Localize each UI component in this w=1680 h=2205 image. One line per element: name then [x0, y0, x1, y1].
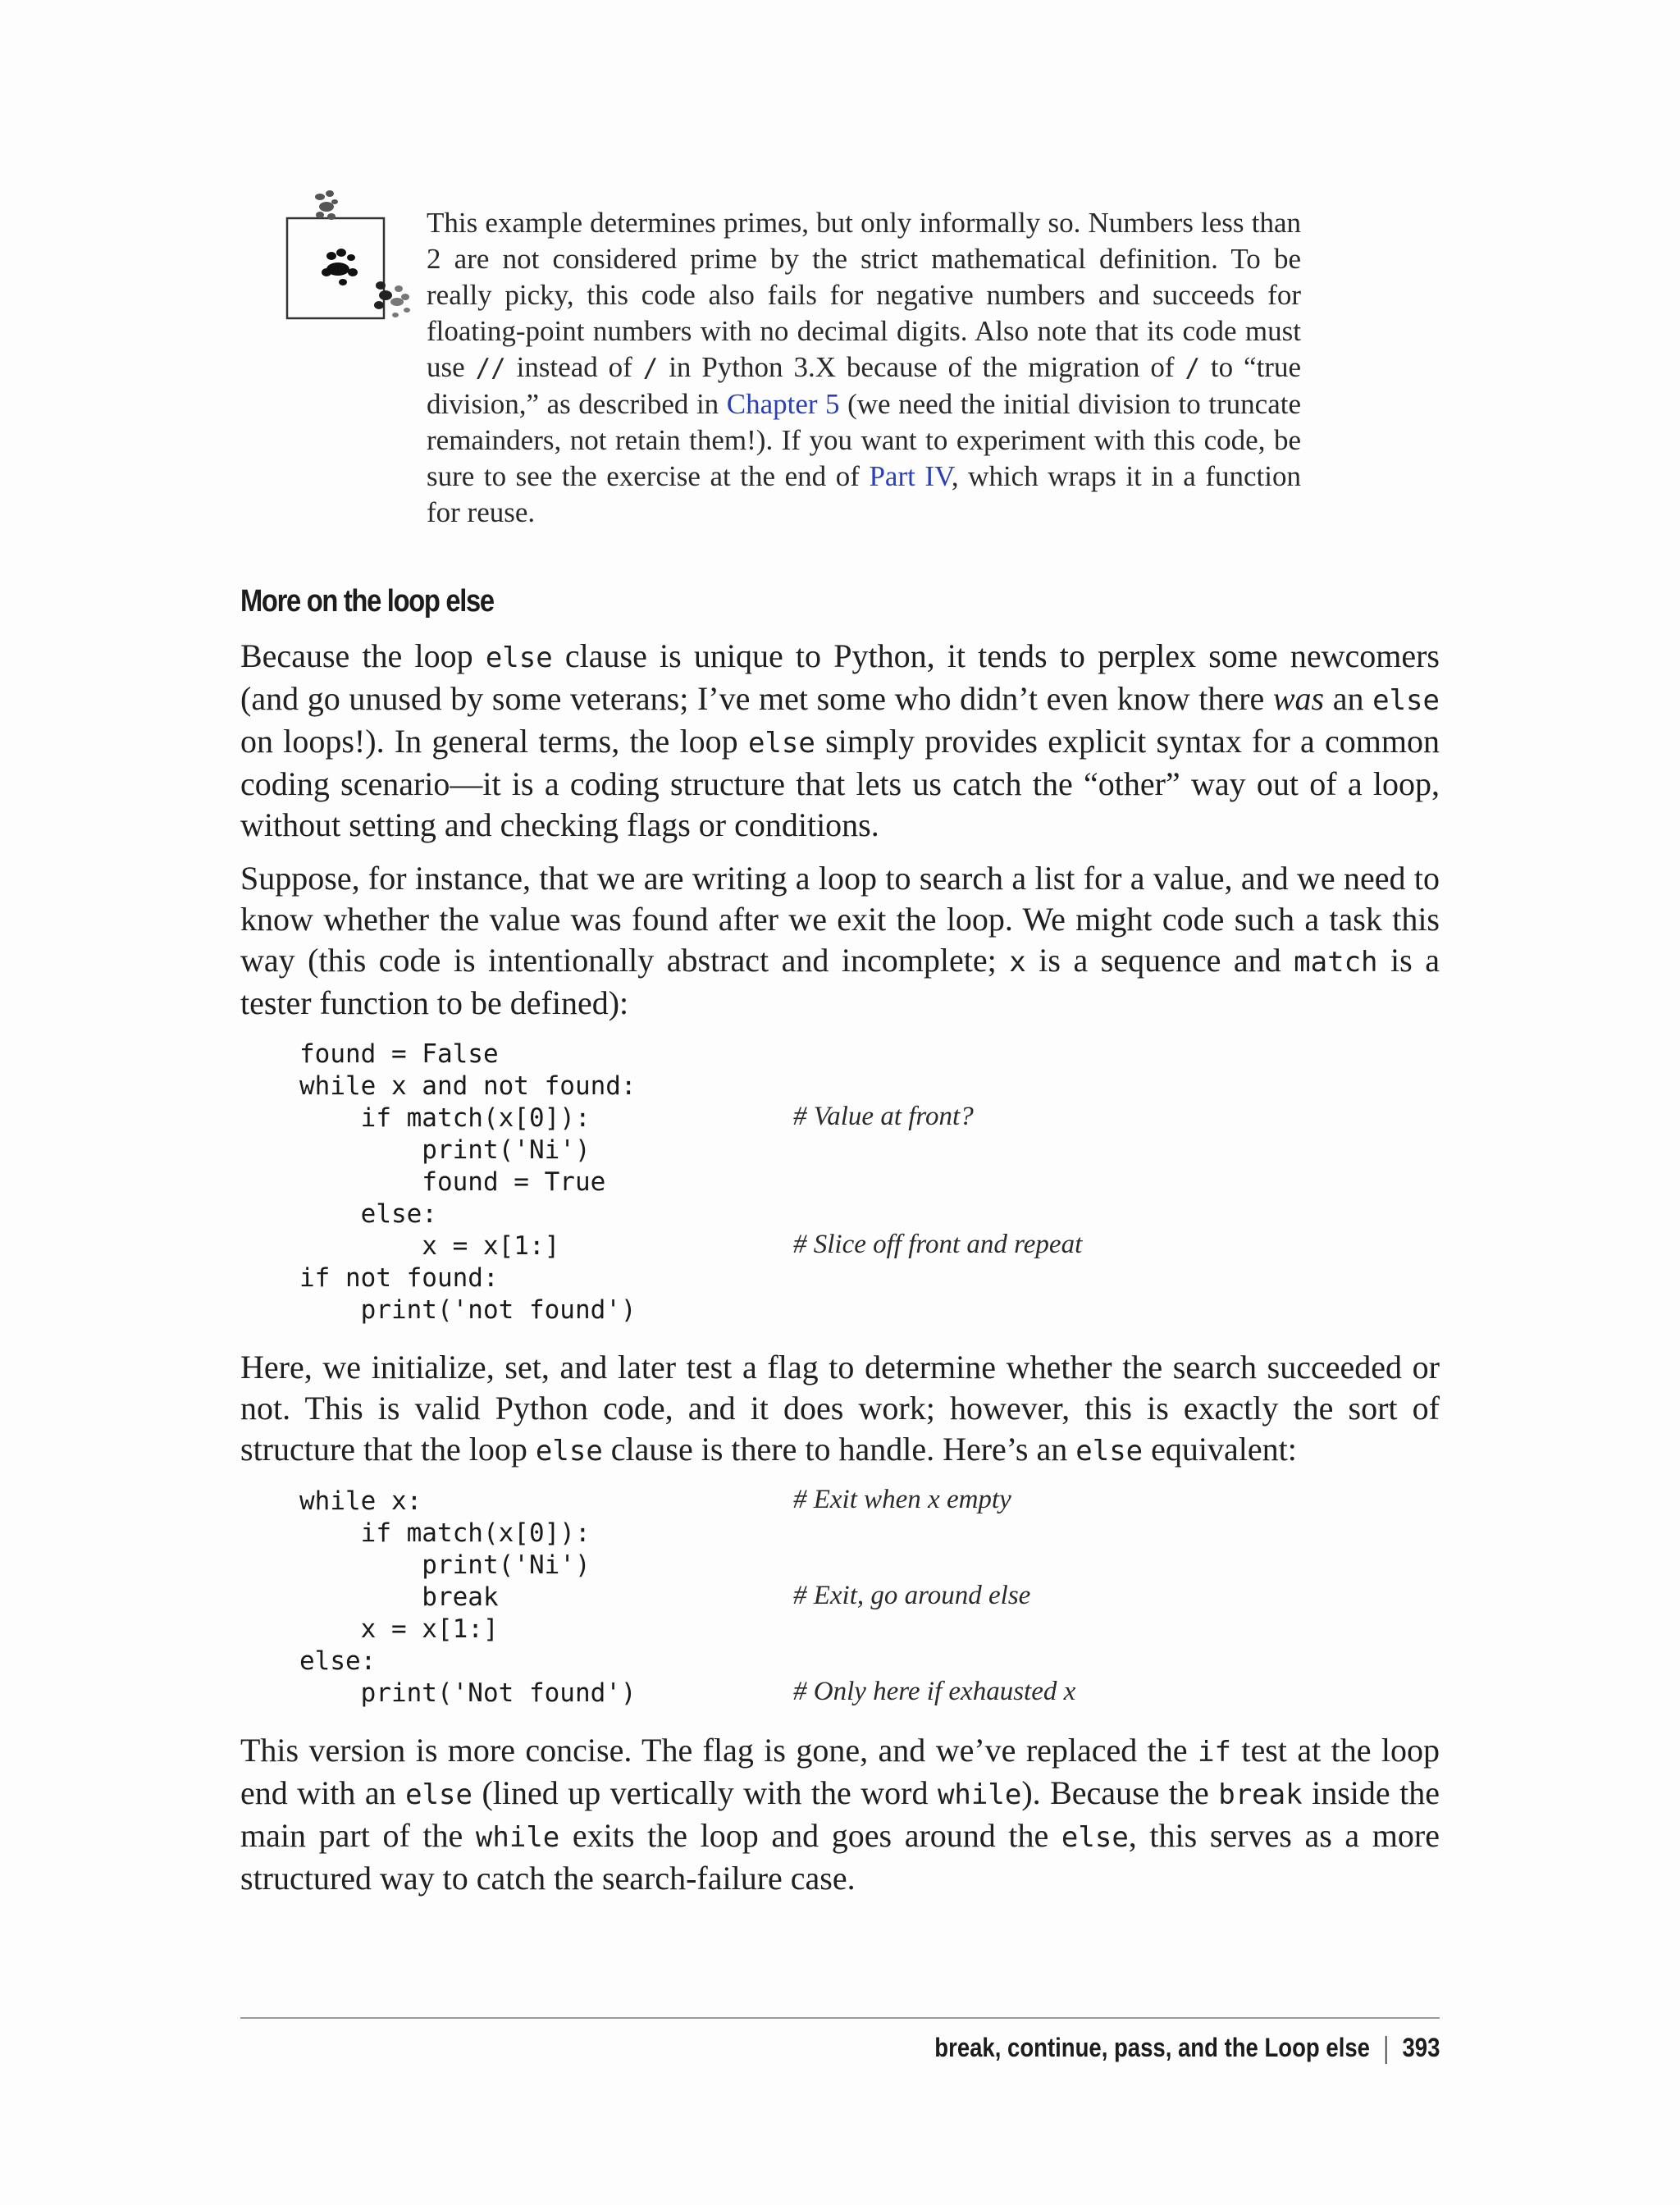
part-iv-link[interactable]: Part IV: [869, 460, 952, 492]
inline-code: if: [1197, 1736, 1231, 1769]
inline-code: //: [475, 354, 506, 383]
note-text: [427, 205, 1301, 531]
footer-separator: [1385, 2036, 1386, 2064]
inline-code: /: [1185, 354, 1200, 383]
running-footer: [934, 2033, 1440, 2064]
paragraph-flag-explanation: Here, we initialize, set, and later test a flag to determine whether the search succeeded or not. This is valid Python code, and it does work; however, this is exactly the sort of structure that the loop else clause is there to handle. Here’s an else equivalent:: [240, 1349, 1440, 1468]
footer-divider: [240, 2017, 1440, 2019]
inline-code: else: [1075, 1435, 1144, 1468]
page-number: 393: [1402, 2033, 1440, 2062]
chapter-5-link[interactable]: Chapter 5: [726, 388, 840, 420]
section-heading: More on the loop else: [240, 584, 494, 619]
footer-title: break, continue, pass, and the Loop else: [934, 2033, 1370, 2062]
inline-code: else: [1061, 1821, 1129, 1854]
code-comment: # Slice off front and repeat: [793, 1230, 1083, 1259]
code-block-else-version: while x: if match(x[0]): print('Ni') break x = x[1:] else: print('Not found'): [299, 1486, 637, 1708]
code-comment: # Only here if exhausted x: [793, 1677, 1076, 1706]
note-text-segment: instead of: [505, 351, 643, 383]
inline-code: while: [475, 1821, 560, 1854]
inline-code: while: [937, 1778, 1022, 1811]
paragraph-search: Suppose, for instance, that we are writing a loop to search a list for a value, and we need to know whether the value was found after we exit the loop. We might code such a task this way (this code is intentionally abstract and incomplete; x is a sequence and match is a tester function to be defined):: [240, 860, 1440, 1021]
inline-code: x: [1009, 946, 1026, 979]
paragraph-intro: Because the loop else clause is unique to Python, it tends to perplex some newcomers (and go unused by some veterans; I’ve met some who didn’t even know there was an else on loops!). In general terms, the loop else simply provides explicit syntax for a common coding scenario—it is a coding structure that lets us catch the “other” way out of a loop, without setting and checking flags or conditions.: [240, 637, 1440, 843]
inline-code: else: [1372, 684, 1440, 717]
code-block-flag-version: found = False while x and not found: if match(x[0]): print('Ni') found = True else: x = x[1:] if not found: print('not found'): [299, 1039, 637, 1325]
inline-code: else: [485, 641, 553, 674]
code-comment: # Exit, go around else: [793, 1581, 1031, 1610]
code-comment: # Exit when x empty: [793, 1485, 1011, 1514]
note-text-segment: in Python 3.X because of the migration of: [658, 351, 1185, 383]
inline-code: else: [535, 1435, 603, 1468]
code-comment: # Value at front?: [793, 1102, 974, 1131]
inline-code: /: [642, 354, 659, 383]
note-text-segment: This example determines primes, but only informally so. Numbers less than 2 are not considered prime by the strict mathematical definition. To be really picky, this code also fails for negative numbers and succeeds for floating-point numbers with no decimal digits. Also note that its code must use: [427, 207, 1301, 383]
note-text-segment: (we need the initial division to truncate remainders, not retain them!). If you want to experiment with this code, be sure to see the exercise at the end of: [427, 388, 1302, 492]
paragraph-concise: This version is more concise. The flag is gone, and we’ve replaced the if test at the loop end with an else (lined up vertically with the word while). Because the break inside the main part of the while exits the loop and goes around the else, this serves as a more structured way to catch the search-failure case.: [240, 1732, 1440, 1897]
inline-code: else: [747, 727, 815, 760]
inline-code: else: [405, 1778, 472, 1811]
note-text-segment: to “true division,” as described in: [427, 351, 1301, 420]
note-text-segment: , which wraps it in a function for reuse.: [427, 460, 1301, 528]
inline-code: match: [1294, 946, 1378, 979]
emphasis: was: [1272, 680, 1325, 717]
inline-code: break: [1218, 1778, 1303, 1811]
raccoon-tracks-icon: [284, 187, 423, 335]
